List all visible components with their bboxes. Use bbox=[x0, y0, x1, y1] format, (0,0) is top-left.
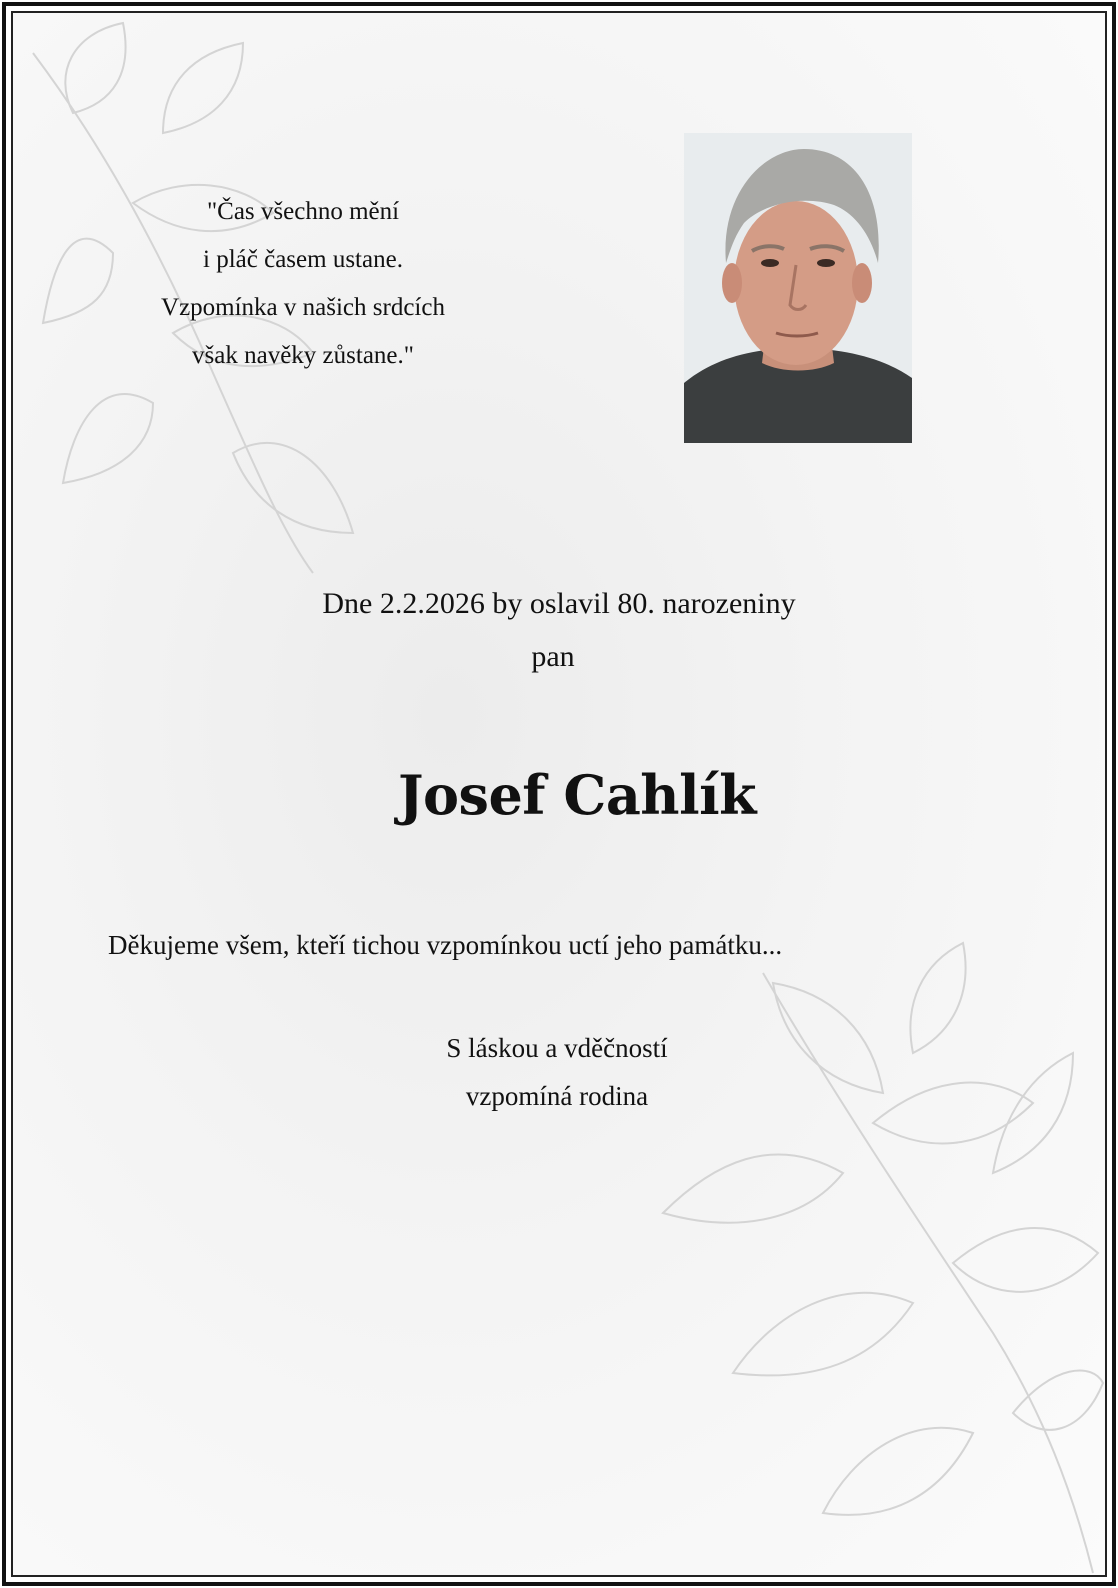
memorial-quote bbox=[98, 188, 508, 380]
portrait-photo bbox=[684, 133, 912, 443]
thanks-text: Děkujeme všem, kteří tichou vzpomínkou uctí jeho památku... bbox=[108, 930, 783, 960]
closing-line: S láskou a vděčností bbox=[446, 1033, 668, 1063]
quote-line: Vzpomínka v našich srdcích bbox=[161, 294, 445, 321]
quote-line: "Čas všechno mění bbox=[206, 198, 400, 225]
honorific: pan bbox=[531, 640, 575, 673]
closing-line: vzpomíná rodina bbox=[465, 1081, 649, 1111]
quote-line: však navěky zůstane." bbox=[192, 342, 414, 369]
closing-signature bbox=[0, 1024, 1114, 1120]
deceased-name: Josef Cahlík bbox=[397, 763, 757, 827]
portrait-illustration bbox=[684, 133, 912, 443]
quote-line: i pláč časem ustane. bbox=[203, 246, 403, 273]
birthday-announcement: Dne 2.2.2026 by oslavil 80. narozeniny bbox=[322, 587, 796, 620]
